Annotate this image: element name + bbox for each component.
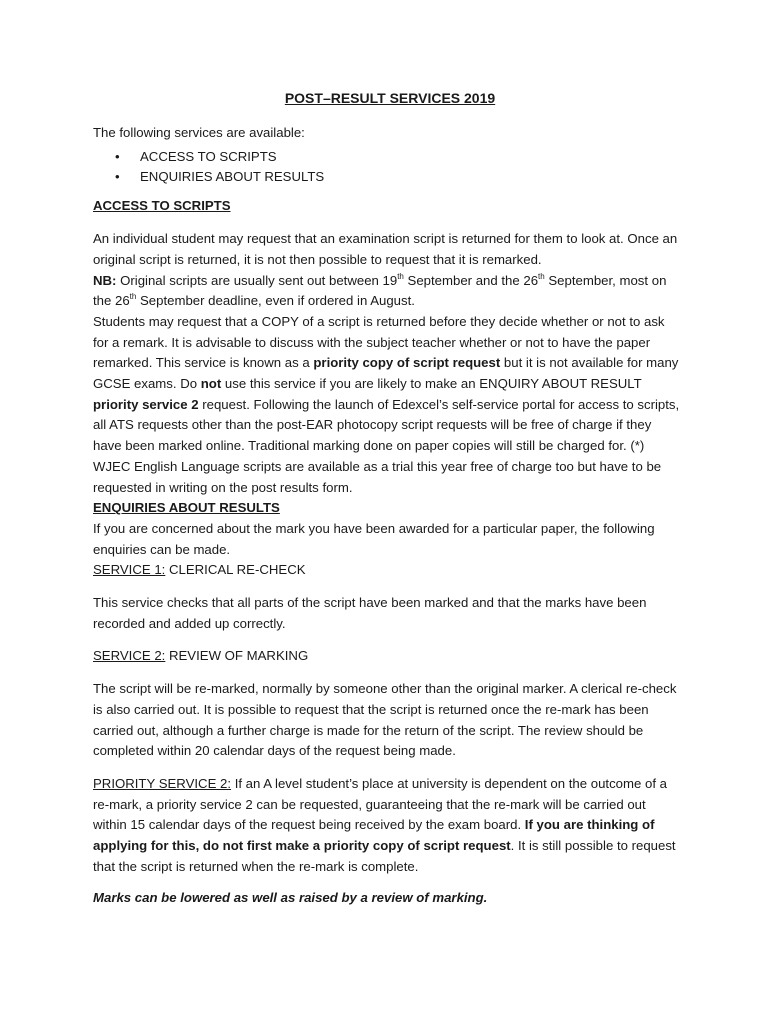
service-label: PRIORITY SERVICE 2:	[93, 775, 232, 791]
service-1-text: This service checks that all parts of the script have been marked and that the marks have been recorded and added up correctly.	[93, 595, 647, 631]
service-2-heading	[93, 646, 683, 667]
service-label: SERVICE 1:	[93, 562, 166, 578]
service-name: CLERICAL RE-CHECK	[165, 562, 306, 578]
intro-text: The following services are available:	[93, 124, 305, 140]
enquiries-intro: If you are concerned about the mark you have been awarded for a particular paper, the following enquiries can be made.	[93, 520, 655, 557]
document-page	[93, 88, 683, 908]
bold-term: priority copy of script request	[313, 355, 501, 371]
ordinal-suffix: th	[129, 292, 137, 302]
paragraph-text: but it is not available for many GCSE exams. Do	[93, 355, 679, 392]
service-2-text: The script will be re-marked, normally by someone other than the original marker. A clerical re-check is also carried out. It is possible to request that the script is returned once the re-mark has been carried out, although a further charge is made for the return of the script. The review should be completed within 20 calendar days of the request being made.	[93, 681, 677, 759]
list-item	[93, 167, 683, 187]
nb-paragraph	[93, 271, 683, 312]
paragraph-text: . It is still possible to request that the script is returned when the re-mark is complete.	[93, 838, 676, 874]
ordinal-suffix: th	[538, 271, 545, 281]
list-item-label: ACCESS TO SCRIPTS	[140, 149, 277, 165]
bullet-icon: •	[115, 149, 120, 165]
paragraph-text: request. Following the launch of Edexcel’s self-service portal for access to scripts, all ATS requests other than the post-EAR photocopy script requests will be free of charge if they have been marked online. Traditional marking done on paper copies will still be charged for. (*) WJEC English Language scripts are available as a trial this year free of charge too but have to be requested in writing on the post results form.	[93, 396, 680, 495]
service-1-heading	[93, 560, 683, 581]
nb-text: September deadline, even if ordered in August.	[136, 293, 415, 309]
service-name: REVIEW OF MARKING	[165, 648, 309, 664]
paragraph-text: use this service if you are likely to make an ENQUIRY ABOUT RESULT	[221, 376, 642, 392]
nb-text: September and the 26	[403, 272, 539, 288]
service-label: SERVICE 2:	[93, 648, 166, 664]
paragraph-text: Students may request that a COPY of a script is returned before they decide whether or not to ask for a remark. It is advisable to discuss with the subject teacher whether or not to have the paper remarked. This service is known as a	[93, 313, 665, 371]
nb-text: September, most on the 26	[93, 272, 667, 309]
page-title: POST–RESULT SERVICES 2019	[284, 90, 496, 106]
bold-term: not	[200, 376, 222, 392]
services-list	[93, 147, 683, 186]
bold-term: priority service 2	[93, 396, 199, 412]
copy-script-paragraph	[93, 312, 683, 498]
paragraph-text: If an A level student’s place at university is dependent on the outcome of a re-mark, a priority service 2 can be requested, guaranteeing that the re-mark will be carried out within 15 calendar days of the request being received by the exam board.	[93, 775, 667, 833]
priority-service-paragraph	[93, 774, 683, 878]
bold-warning: If you are thinking of applying for this, do not first make a priority copy of script request	[93, 817, 655, 854]
section-heading-enquiries: ENQUIRIES ABOUT RESULTS	[93, 500, 280, 516]
list-item-label: ENQUIRIES ABOUT RESULTS	[140, 168, 325, 184]
ordinal-suffix: th	[397, 271, 404, 281]
list-item	[93, 147, 683, 167]
nb-text: Original scripts are usually sent out between 19	[116, 272, 398, 288]
access-paragraph: An individual student may request that an examination script is returned for them to look at. Once an original script is returned, it is not then possible to request that it is remarked.	[93, 231, 678, 267]
closing-note: Marks can be lowered as well as raised by a review of marking.	[93, 889, 488, 905]
nb-label: NB:	[93, 272, 117, 288]
bullet-icon: •	[115, 168, 120, 184]
section-heading-access: ACCESS TO SCRIPTS	[93, 198, 231, 214]
